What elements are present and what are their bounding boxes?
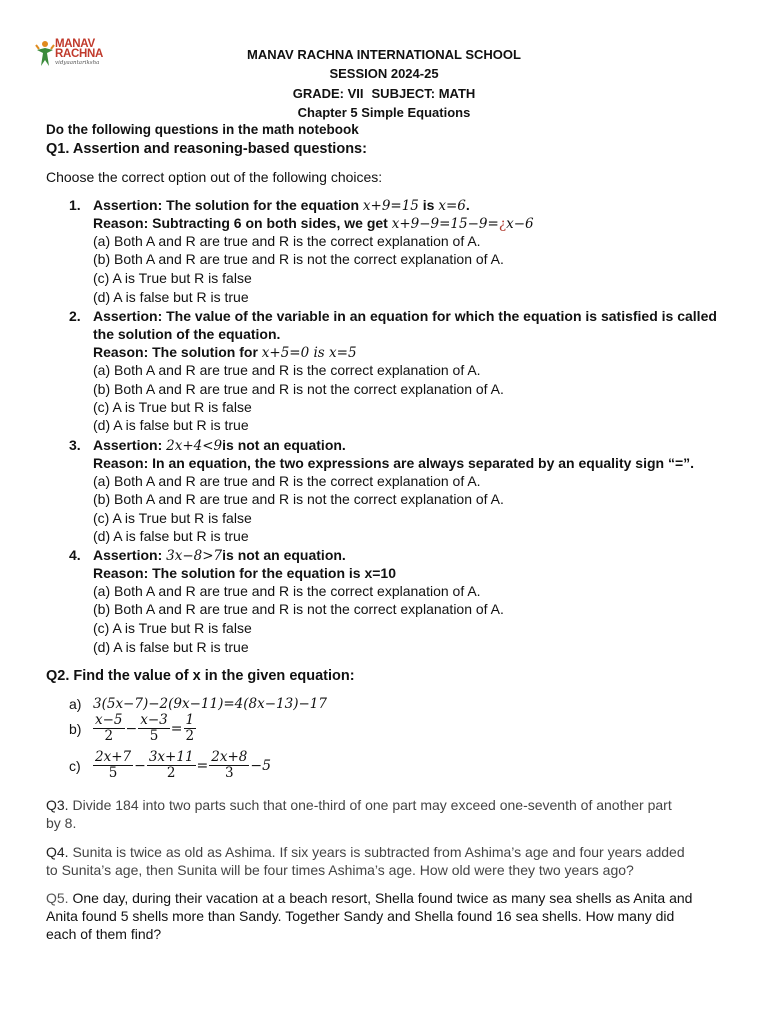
item-4-option-d: (d) A is false but R is true: [93, 639, 249, 655]
item-4-option-a: (a) Both A and R are true and R is the correct explanation of A.: [93, 583, 481, 599]
item-2-option-c: (c) A is True but R is false: [93, 399, 252, 415]
item-3-assertion: Assertion: 2x+4<9is not an equation.: [93, 437, 346, 454]
item-1-option-a: (a) Both A and R are true and R is the correct explanation of A.: [93, 233, 481, 249]
q1-title: Q1. Assertion and reasoning-based questions:: [46, 141, 367, 157]
q2-equation-c: c) $\frac{2x+7}{5}$ − $\frac{3x+11}{2}$ = $\frac{2x+8}{3}$ −5: [69, 749, 272, 781]
item-4-reason: Reason: The solution for the equation is x=10: [93, 565, 396, 581]
item-2-option-a: (a) Both A and R are true and R is the correct explanation of A.: [93, 362, 481, 378]
item-2-option-b: (b) Both A and R are true and R is not the correct explanation of A.: [93, 381, 504, 397]
item-2-number: 2.: [69, 308, 81, 324]
item-3-option-a: (a) Both A and R are true and R is the correct explanation of A.: [93, 473, 481, 489]
item-1-option-d: (d) A is false but R is true: [93, 289, 249, 305]
logo-wordmark: MANAV RACHNA: [55, 38, 104, 60]
grade-subject: GRADE: VII SUBJECT: MATH: [292, 85, 476, 101]
item-3-number: 3.: [69, 437, 81, 453]
item-4-option-c: (c) A is True but R is false: [93, 620, 252, 636]
item-3-option-d: (d) A is false but R is true: [93, 528, 249, 544]
item-2-assertion-line1: Assertion: The value of the variable in an equation for which the equation is satisfied is called: [93, 308, 717, 324]
q4-text: Q4. Sunita is twice as old as Ashima. If six years is subtracted from Ashima’s age and four years added to Sunita’s age, then Sunita will be four times Ashima’s age. How old were they two years ago?: [46, 844, 685, 878]
chapter-title: Chapter 5 Simple Equations: [297, 104, 471, 120]
session: SESSION 2024-25: [329, 66, 439, 82]
item-4-number: 4.: [69, 547, 81, 563]
item-1-reason: Reason: Subtracting 6 on both sides, we get x+9−9=15−9=¿x−6: [93, 215, 534, 232]
item-1-number: 1.: [69, 197, 81, 213]
item-4-option-b: (b) Both A and R are true and R is not the correct explanation of A.: [93, 601, 504, 617]
q1-prompt: Choose the correct option out of the following choices:: [46, 169, 383, 185]
q5-text: Q5. One day, during their vacation at a beach resort, Shella found twice as many sea shells as Anita and Anita found 5 shells more than Sandy. Together Sandy and Shella found 16 sea shells. How many did each of them find?: [46, 890, 693, 942]
q2-equation-b: b) $\frac{x-5}{2}$ − $\frac{x-3}{5}$ = $\frac{1}{2}$: [69, 712, 195, 744]
item-1-assertion: Assertion: The solution for the equation x+9=15 is x=6.: [93, 197, 470, 214]
item-3-reason: Reason: In an equation, the two expressions are always separated by an equality sign “=”.: [93, 455, 695, 471]
q2-title: Q2. Find the value of x in the given equation:: [46, 668, 355, 684]
logo-tagline: vidyaantariksha: [55, 60, 100, 66]
item-2-option-d: (d) A is false but R is true: [93, 417, 249, 433]
item-4-assertion: Assertion: 3x−8>7is not an equation.: [93, 547, 346, 564]
item-2-reason: Reason: The solution for x+5=0 is x=5: [93, 344, 357, 361]
instruction: Do the following questions in the math notebook: [46, 122, 359, 137]
school-name: MANAV RACHNA INTERNATIONAL SCHOOL: [247, 47, 521, 62]
item-1-option-c: (c) A is True but R is false: [93, 270, 252, 286]
item-1-option-b: (b) Both A and R are true and R is not the correct explanation of A.: [93, 251, 504, 267]
item-2-assertion-line2: the solution of the equation.: [93, 326, 281, 342]
q3-text: Q3. Divide 184 into two parts such that one-third of one part may exceed one-seventh of another part by 8.: [46, 797, 672, 831]
item-3-option-b: (b) Both A and R are true and R is not the correct explanation of A.: [93, 491, 504, 507]
item-3-option-c: (c) A is True but R is false: [93, 510, 252, 526]
q2-equation-a: a) 3(5x−7)−2(9x−11)=4(8x−13)−17: [69, 696, 327, 713]
document-header: [0, 45, 768, 122]
